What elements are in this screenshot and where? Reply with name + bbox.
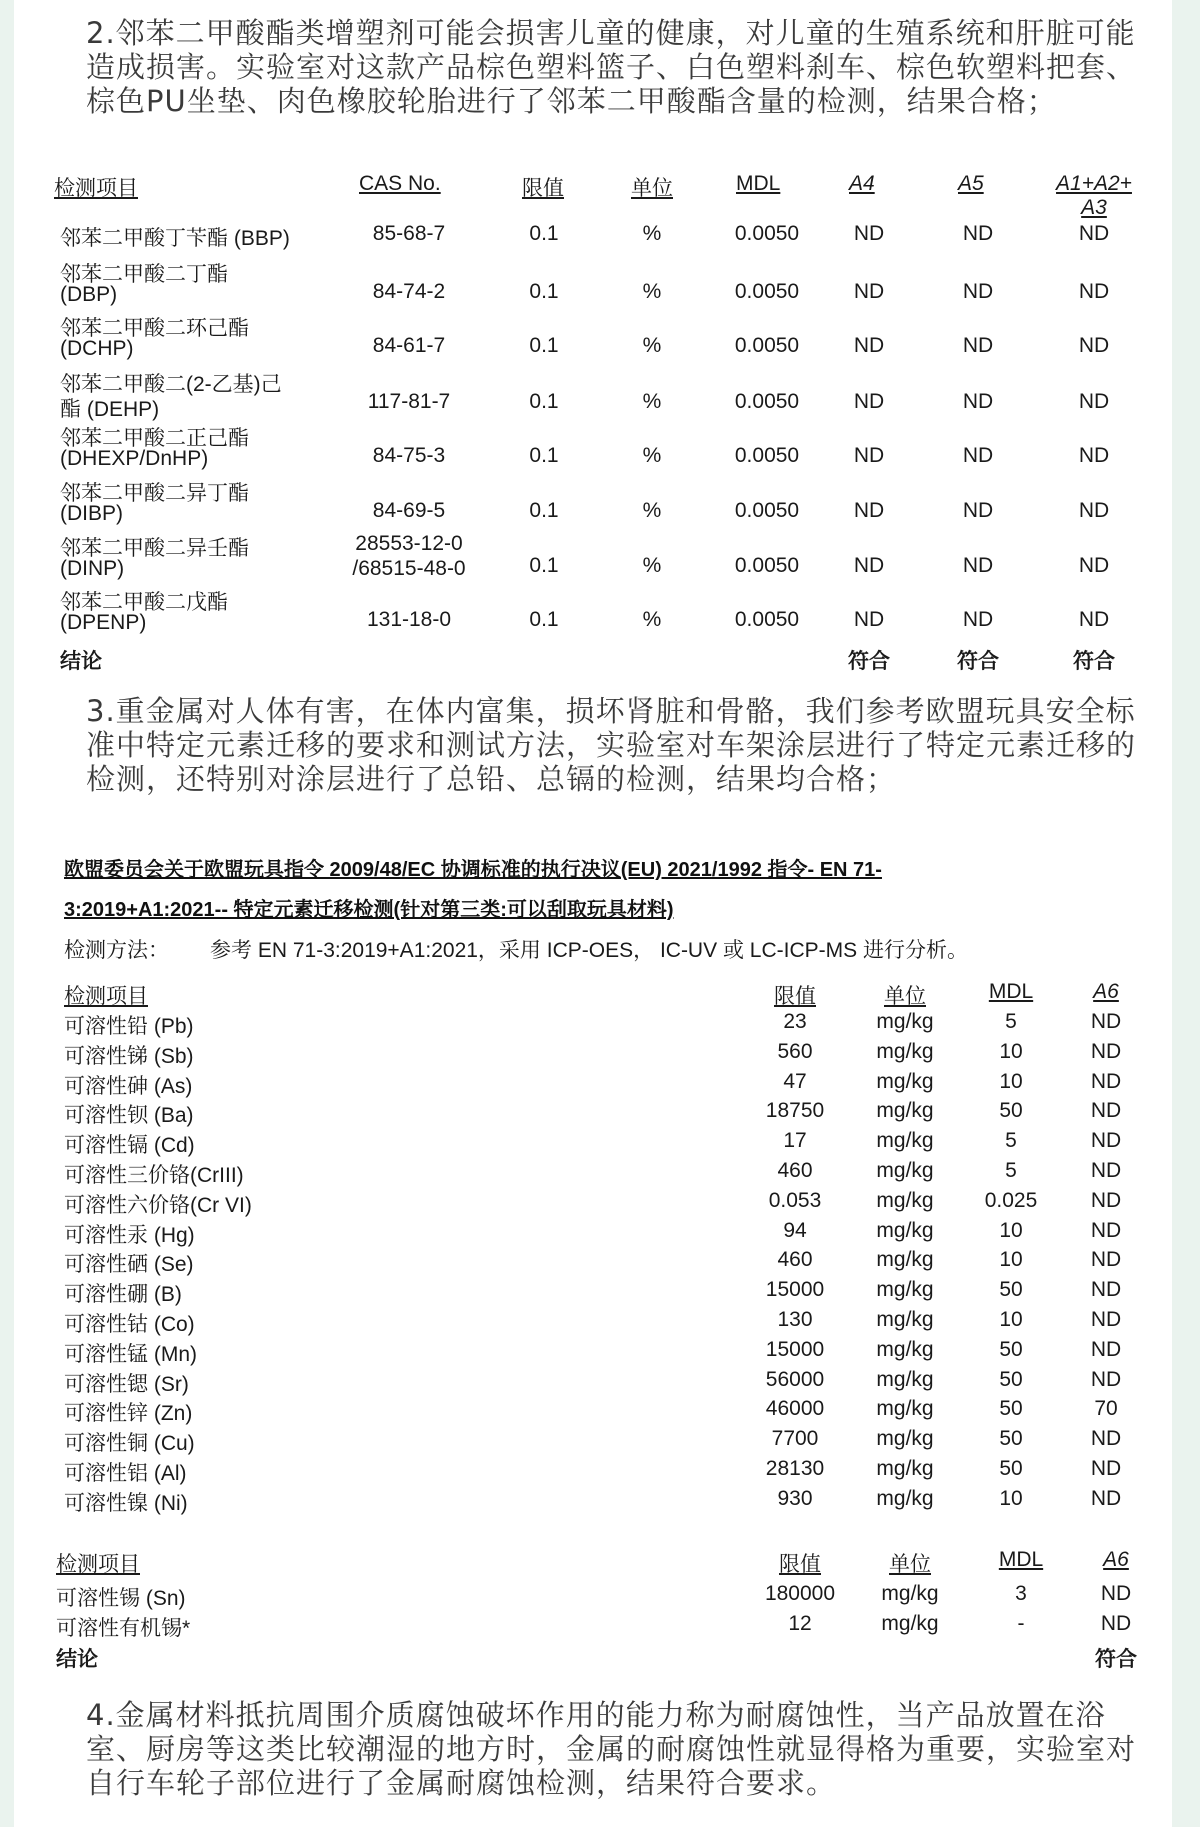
t2-row-name: 可溶性硼 (B) [64, 1283, 182, 1307]
t2-row-a6: ND [1090, 1129, 1122, 1153]
t3-row-name: 可溶性有机锡* [56, 1617, 191, 1640]
t1-conclusion-a4: 符合 [848, 650, 890, 673]
t1-row-a4: ND [853, 608, 885, 631]
t2-row-unit: mg/kg [876, 1010, 934, 1033]
t1-row-cas: 84-69-5 [372, 499, 446, 522]
t2-row-name: 可溶性六价铬(Cr VI) [64, 1193, 252, 1217]
t2-row-mdl: 50 [999, 1427, 1023, 1451]
t1-row-a123: ND [1078, 222, 1110, 245]
t2-row-limit: 46000 [765, 1397, 825, 1421]
t2-row-name: 可溶性铅 (Pb) [64, 1015, 194, 1038]
t1-row-cas: 84-74-2 [372, 280, 446, 303]
t1-row-unit: % [642, 222, 662, 245]
t3-row-limit: 180000 [764, 1582, 836, 1605]
t1-row-name-line1: 邻苯二甲酸二正己酯 [60, 427, 249, 450]
t1-row-a4: ND [853, 499, 885, 522]
t2-row-unit: mg/kg [876, 1427, 934, 1451]
t2-row-name: 可溶性镍 (Ni) [64, 1491, 188, 1515]
t2-row-name: 可溶性铝 (Al) [64, 1462, 187, 1485]
t2-row-a6: ND [1090, 1188, 1122, 1212]
t2-row-name: 可溶性镉 (Cd) [64, 1134, 195, 1158]
t2-row-a6: ND [1090, 1337, 1122, 1361]
t1-row-name-line1: 邻苯二甲酸二(2-乙基)己 [60, 373, 282, 396]
t1-row-a123: ND [1078, 280, 1110, 303]
t2-row-mdl: 50 [999, 1278, 1023, 1302]
t2-row-limit: 460 [777, 1248, 813, 1272]
t2-row-unit: mg/kg [876, 1457, 934, 1480]
t1-row-limit: 0.1 [529, 334, 559, 357]
t1-row-a4: ND [853, 222, 885, 245]
t2-row-unit: mg/kg [876, 1039, 934, 1063]
t2-row-mdl: 5 [1005, 1159, 1017, 1182]
t2-row-name: 可溶性锌 (Zn) [64, 1402, 193, 1426]
t2-row-unit: mg/kg [876, 1486, 934, 1510]
t1-header-a5: A5 [958, 172, 984, 195]
t3-header-a6: A6 [1103, 1548, 1129, 1571]
t2-header-mdl: MDL [988, 980, 1034, 1003]
t1-row-a123: ND [1078, 499, 1110, 522]
t2-row-unit: mg/kg [876, 1188, 934, 1212]
t1-row-name-line2: (DHEXP/DnHP) [60, 447, 209, 470]
t2-row-limit: 23 [783, 1010, 807, 1033]
t2-row-a6: ND [1090, 1427, 1122, 1451]
t2-row-name: 可溶性锰 (Mn) [64, 1342, 197, 1366]
t1-row-a4: ND [853, 390, 885, 413]
t2-row-limit: 930 [777, 1486, 813, 1510]
t1-row-a5: ND [962, 444, 994, 467]
t2-row-mdl: 50 [999, 1397, 1023, 1421]
t1-row-cas-line2: /68515-48-0 [352, 557, 466, 580]
t2-row-limit: 7700 [771, 1427, 819, 1451]
t3-header-item: 检测项目 [56, 1553, 140, 1576]
t2-row-mdl: 10 [999, 1218, 1023, 1242]
t1-row-a123: ND [1078, 444, 1110, 467]
paragraph-phthalates: 2.邻苯二甲酸酯类增塑剂可能会损害儿童的健康，对儿童的生殖系统和肝脏可能造成损害。实验室对这款产品棕色塑料篮子、白色塑料刹车、棕色软塑料把套、棕色PU坐垫、肉色橡胶轮胎进行了邻苯二甲酸酯含量的检测，结果合格； [86, 16, 1137, 118]
t2-row-mdl: 10 [999, 1486, 1023, 1510]
t2-row-mdl: 50 [999, 1367, 1023, 1391]
t2-row-mdl: 0.025 [984, 1188, 1038, 1212]
t1-row-a4: ND [853, 444, 885, 467]
t1-row-a5: ND [962, 334, 994, 357]
element-migration-table [14, 0, 1172, 1827]
t2-row-mdl: 50 [999, 1337, 1023, 1361]
t1-header-mdl: MDL [736, 172, 781, 195]
t2-row-unit: mg/kg [876, 1129, 934, 1153]
t3-row-unit: mg/kg [881, 1612, 939, 1635]
t1-row-name-line1: 邻苯二甲酸二丁酯 [60, 263, 228, 286]
t2-row-a6: ND [1090, 1039, 1122, 1063]
t2-row-mdl: 50 [999, 1457, 1023, 1480]
t2-row-limit: 130 [777, 1308, 813, 1331]
t1-row-a5: ND [962, 222, 994, 245]
t2-row-name: 可溶性锶 (Sr) [64, 1372, 189, 1396]
t3-header-unit: 单位 [889, 1553, 931, 1576]
t1-header-limit: 限值 [522, 177, 564, 200]
t1-row-name-line1: 邻苯二甲酸二异丁酯 [60, 482, 249, 505]
t1-row-name-line2: (DIBP) [60, 502, 123, 525]
t1-header-cas: CAS No. [359, 172, 441, 195]
t1-row-cas: 84-61-7 [372, 334, 446, 357]
t1-row-a123: ND [1078, 554, 1110, 577]
t1-row-mdl: 0.0050 [734, 499, 800, 522]
t1-row-mdl: 0.0050 [734, 222, 800, 245]
t1-row-unit: % [642, 444, 662, 467]
t3-conclusion-a6: 符合 [1095, 1648, 1137, 1671]
t2-row-name: 可溶性钴 (Co) [64, 1313, 195, 1336]
t2-row-a6: ND [1090, 1248, 1122, 1272]
t3-row-unit: mg/kg [881, 1582, 939, 1605]
t2-row-a6: ND [1090, 1159, 1122, 1182]
t2-row-limit: 15000 [765, 1337, 825, 1361]
paragraph-heavy-metals: 3.重金属对人体有害，在体内富集，损坏肾脏和骨骼，我们参考欧盟玩具安全标准中特定元素迁移的要求和测试方法，实验室对车架涂层进行了特定元素迁移的检测，还特别对涂层进行了总铅、总镉的检测，结果均合格； [86, 694, 1137, 796]
t1-conclusion-label: 结论 [60, 650, 102, 673]
t1-row-name-line1: 邻苯二甲酸二环己酯 [60, 317, 249, 340]
t1-row-name-line1: 邻苯二甲酸二戊酯 [60, 591, 228, 614]
t1-row-cas: 84-75-3 [372, 444, 446, 467]
t2-row-limit: 17 [783, 1129, 807, 1153]
t2-row-unit: mg/kg [876, 1159, 934, 1182]
t1-row-cas: 131-18-0 [366, 608, 452, 631]
t1-row-mdl: 0.0050 [734, 444, 800, 467]
article-page [14, 0, 1172, 1827]
t3-header-limit: 限值 [779, 1553, 821, 1576]
t3-row-a6: ND [1100, 1582, 1132, 1605]
t2-header-item: 检测项目 [64, 985, 148, 1008]
t3-row-name: 可溶性锡 (Sn) [56, 1587, 186, 1610]
t2-row-unit: mg/kg [876, 1367, 934, 1391]
t1-row-a5: ND [962, 280, 994, 303]
t3-row-mdl: - [1017, 1612, 1025, 1635]
t2-row-mdl: 50 [999, 1099, 1023, 1123]
t1-row-a5: ND [962, 608, 994, 631]
t1-row-cas: 117-81-7 [367, 390, 451, 413]
t1-row-a123: ND [1078, 334, 1110, 357]
t3-header-mdl: MDL [998, 1548, 1044, 1571]
t2-header-unit: 单位 [884, 985, 926, 1008]
paragraph-corrosion: 4.金属材料抵抗周围介质腐蚀破坏作用的能力称为耐腐蚀性，当产品放置在浴室、厨房等这类比较潮湿的地方时，金属的耐腐蚀性就显得格为重要，实验室对自行车轮子部位进行了金属耐腐蚀检测，结果符合要求。 [86, 1698, 1137, 1800]
t2-row-unit: mg/kg [876, 1069, 934, 1093]
t1-row-name: 邻苯二甲酸丁苄酯 (BBP) [60, 227, 290, 250]
t2-row-a6: ND [1090, 1457, 1122, 1480]
t2-row-limit: 560 [777, 1039, 813, 1063]
t2-row-mdl: 10 [999, 1308, 1023, 1331]
t1-row-limit: 0.1 [529, 280, 559, 303]
t1-row-limit: 0.1 [529, 390, 559, 413]
t1-row-a123: ND [1078, 608, 1110, 631]
t1-header-a123-line1: A1+A2+ [1056, 172, 1132, 195]
t2-row-mdl: 5 [1005, 1010, 1017, 1033]
t2-row-limit: 15000 [765, 1278, 825, 1302]
t2-row-unit: mg/kg [876, 1099, 934, 1123]
t1-row-mdl: 0.0050 [734, 608, 800, 631]
t1-header-a4: A4 [849, 172, 875, 195]
t2-row-limit: 28130 [765, 1457, 825, 1480]
t1-row-cas-line1: 28553-12-0 [355, 532, 463, 555]
t3-conclusion-label: 结论 [56, 1648, 98, 1671]
t1-row-mdl: 0.0050 [734, 554, 800, 577]
t1-row-a5: ND [962, 390, 994, 413]
t2-row-name: 可溶性汞 (Hg) [64, 1223, 195, 1247]
t1-row-a5: ND [962, 554, 994, 577]
t2-row-limit: 47 [783, 1069, 807, 1093]
t2-row-a6: ND [1090, 1099, 1122, 1123]
t2-row-a6: ND [1090, 1218, 1122, 1242]
t2-row-a6: ND [1090, 1308, 1122, 1331]
t2-row-name: 可溶性硒 (Se) [64, 1253, 194, 1277]
t2-row-limit: 94 [783, 1218, 807, 1242]
t1-row-unit: % [642, 499, 662, 522]
t1-row-limit: 0.1 [529, 608, 559, 631]
t1-row-a5: ND [962, 499, 994, 522]
t2-row-unit: mg/kg [876, 1278, 934, 1302]
t2-row-a6: ND [1090, 1010, 1122, 1033]
t2-row-unit: mg/kg [876, 1248, 934, 1272]
t1-row-limit: 0.1 [529, 554, 559, 577]
t2-row-mdl: 10 [999, 1069, 1023, 1093]
t1-row-mdl: 0.0050 [734, 280, 800, 303]
t2-row-name: 可溶性钡 (Ba) [64, 1104, 194, 1128]
t2-row-a6: 70 [1094, 1397, 1118, 1421]
t1-row-name-line1: 邻苯二甲酸二异壬酯 [60, 537, 249, 560]
t2-row-mdl: 5 [1005, 1129, 1017, 1153]
t3-row-mdl: 3 [1015, 1582, 1027, 1605]
t1-row-name-line2: (DBP) [60, 283, 118, 306]
t1-header-item: 检测项目 [54, 177, 138, 200]
t2-row-unit: mg/kg [876, 1397, 934, 1421]
t1-row-a4: ND [853, 280, 885, 303]
t1-row-unit: % [642, 280, 662, 303]
t2-method-label: 检测方法： [64, 939, 169, 962]
t1-row-a123: ND [1078, 390, 1110, 413]
t2-row-unit: mg/kg [876, 1337, 934, 1361]
t2-row-limit: 18750 [765, 1099, 825, 1123]
t2-row-limit: 460 [777, 1159, 813, 1182]
t2-header-limit: 限值 [774, 985, 816, 1008]
t2-title-line1: 欧盟委员会关于欧盟玩具指令 2009/48/EC 协调标准的执行决议(EU) 2021/1992 指令- EN 71- [64, 859, 882, 881]
t1-row-limit: 0.1 [529, 222, 559, 245]
t2-row-mdl: 10 [999, 1248, 1023, 1272]
t3-row-limit: 12 [788, 1612, 812, 1635]
t2-row-mdl: 10 [999, 1039, 1023, 1063]
t1-row-mdl: 0.0050 [734, 390, 800, 413]
t2-row-a6: ND [1090, 1367, 1122, 1391]
t1-header-unit: 单位 [631, 177, 673, 200]
t1-row-unit: % [642, 390, 662, 413]
t1-row-unit: % [642, 334, 662, 357]
t1-conclusion-a123: 符合 [1073, 650, 1115, 673]
t1-row-name-line2: (DPENP) [60, 611, 147, 634]
t2-row-name: 可溶性锑 (Sb) [64, 1044, 194, 1068]
t2-title-line2: 3:2019+A1:2021-- 特定元素迁移检测(针对第三类:可以刮取玩具材料) [64, 899, 674, 921]
t1-row-limit: 0.1 [529, 499, 559, 522]
t2-row-unit: mg/kg [876, 1308, 934, 1331]
t2-row-unit: mg/kg [876, 1218, 934, 1242]
t2-row-a6: ND [1090, 1069, 1122, 1093]
t1-row-cas: 85-68-7 [372, 222, 446, 245]
t2-row-name: 可溶性砷 (As) [64, 1074, 193, 1098]
t1-row-mdl: 0.0050 [734, 334, 800, 357]
t1-row-name-line2: (DINP) [60, 557, 125, 580]
t2-row-limit: 0.053 [768, 1188, 822, 1212]
t3-row-a6: ND [1100, 1612, 1132, 1635]
t2-row-limit: 56000 [765, 1367, 825, 1391]
t2-method-text: 参考 EN 71-3:2019+A1:2021，采用 ICP-OES， IC-UV 或 LC-ICP-MS 进行分析。 [210, 939, 968, 962]
t2-row-a6: ND [1090, 1486, 1122, 1510]
t1-row-limit: 0.1 [529, 444, 559, 467]
t1-row-name-line2: 酯 (DEHP) [60, 398, 160, 421]
t1-row-a4: ND [853, 554, 885, 577]
t2-row-name: 可溶性三价铬(CrIII) [64, 1164, 244, 1187]
t1-row-unit: % [642, 608, 662, 631]
t2-row-a6: ND [1090, 1278, 1122, 1302]
t2-row-name: 可溶性铜 (Cu) [64, 1432, 195, 1456]
t1-conclusion-a5: 符合 [957, 650, 999, 673]
t1-row-unit: % [642, 554, 662, 577]
t1-row-name-line2: (DCHP) [60, 337, 134, 360]
t1-header-a123-line2: A3 [1081, 196, 1107, 219]
t2-header-a6: A6 [1093, 980, 1119, 1003]
t1-row-a4: ND [853, 334, 885, 357]
